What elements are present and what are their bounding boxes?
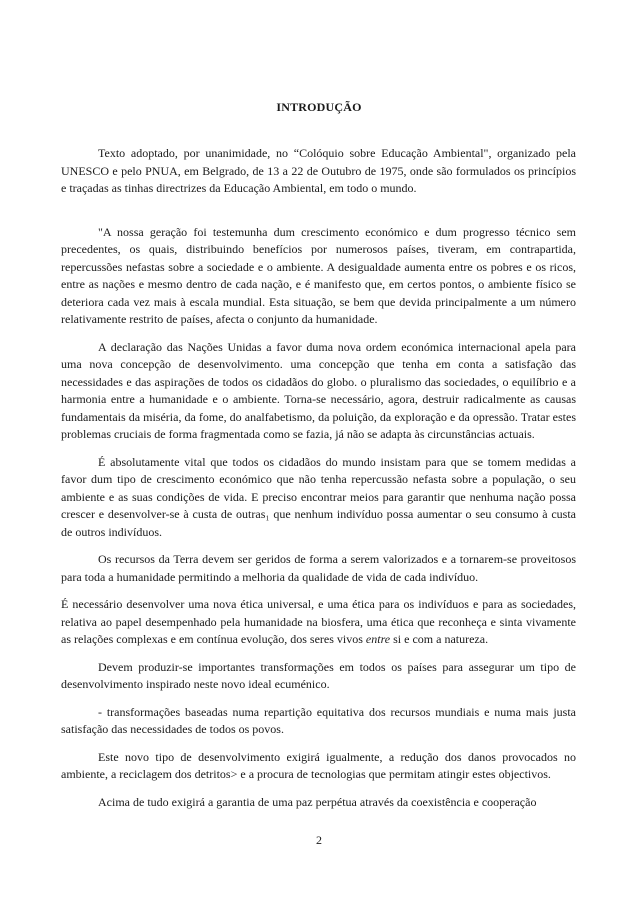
document-body [61, 145, 576, 821]
paragraph-intro: Texto adoptado, por unanimidade, no “Colóquio sobre Educação Ambiental", organizado pela UNESCO e pelo PNUA, em Belgrado, de 13 a 22 de Outubro de 1975, onde são formulados os princípios e traçadas as tinhas directrizes da Educação Ambiental, em todo o mundo. [61, 146, 576, 195]
paragraph-transformations: Devem produzir-se importantes transformações em todos os países para assegurar um tipo de desenvolvimento inspirado neste novo ideal ecuménico. [61, 659, 576, 691]
paragraph-equitable: - transformações baseadas numa repartição equitativa dos recursos mundiais e numa mais justa satisfação das necessidades de todos os povos. [61, 704, 576, 736]
paragraph-un-declaration: A declaração das Nações Unidas a favor duma nova ordem económica internacional apela para uma nova concepção de desenvolvimento. uma concepção que tenha em conta a satisfação das necessidades e das aspirações de todos os cidadãos do globo. o pluralismo das sociedades, o equilíbrio e a harmonia entre a humanidade e o ambiente. Torna-se necessário, agora, destruir radicalmente as causas fundamentais da miséria, da fome, do analfabetismo, da poluição, da exploração e da opressão. Tratar estes problemas cruciais de forma fragmentada como se fazia, já não se adapta às circunstâncias actuais. [61, 339, 576, 441]
paragraph-new-ethic [61, 596, 576, 649]
paragraph-new-ethic-text: É necessário desenvolver uma nova ética universal, e uma ética para os indivíduos e para as sociedades, relativa ao papel desempenhado pela humanidade na biosfera, uma ética que reconheça e sinta vivamente as relações complexas e em contínua evolução, dos seres vivos [61, 597, 576, 646]
paragraph-peace: Acima de tudo exigirá a garantia de uma paz perpétua através da coexistência e cooperação [98, 794, 537, 809]
paragraph-vital: É absolutamente vital que todos os cidadãos do mundo insistam para que se tomem medidas a favor dum tipo de crescimento económico que não tenha repercussão nefasta sobre a população, o seu ambiente e as suas condições de vida. E preciso encontrar meios para garantir que nenhuma nação possa crescer e desenvolver-se à custa de outras₁ que nenhum indivíduo possa aumentar o seu consumo à custa de outros indivíduos. [61, 454, 576, 539]
paragraph-quote-start: "A nossa geração foi testemunha dum crescimento económico e dum progresso técnico sem precedentes, os quais, distribuindo benefícios por numerosos países, tiveram, em contrapartida, repercussões nefastas sobre a sociedade e o ambiente. A desigualdade aumenta entre os pobres e os ricos, entre as nações e mesmo dentro de cada nação, e é manifesto que, em certos pontos, o ambiente físico se deteriora cada vez mais à escala mundial. Esta situação, se bem que devida principalmente a um número relativamente restrito de países, afecta o conjunto da humanidade. [61, 224, 576, 326]
paragraph-new-ethic-tail: si e com a natureza. [390, 632, 489, 646]
page-number: 2 [316, 833, 322, 847]
page-title: INTRODUÇÃO [276, 100, 362, 114]
paragraph-earth-resources: Os recursos da Terra devem ser geridos de forma a serem valorizados e a tornarem-se proveitosos para toda a humanidade permitindo a melhoria da qualidade de vida de cada indivíduo. [61, 552, 576, 584]
paragraph-new-ethic-italic: entre [365, 632, 391, 646]
paragraph-new-development: Este novo tipo de desenvolvimento exigirá igualmente, a redução dos danos provocados no ambiente, a reciclagem dos detritos> e a procura de tecnologias que permitam atingir estes objectivos. [61, 749, 576, 781]
